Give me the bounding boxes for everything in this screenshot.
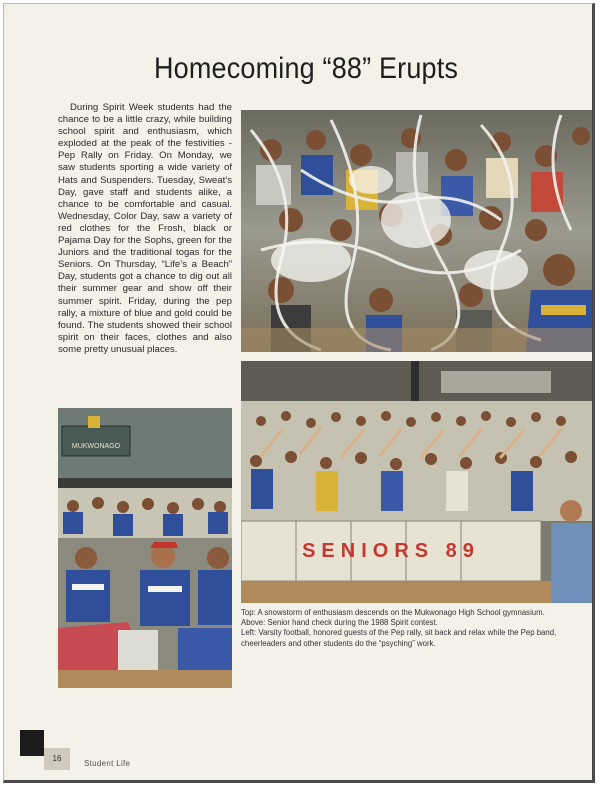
photo-senior-hand-check	[241, 361, 595, 603]
gym-sign-text: MUKWONAGO	[71, 443, 121, 450]
caption-left: Left: Varsity football, honored guests of the Pep rally, sit back and relax while the Pep band, cheerleaders and other students do the “psyching” work.	[241, 628, 557, 648]
photo-streamer-crowd	[241, 110, 595, 352]
caption-top: Top: A snowstorm of enthusiasm descends on the Mukwonago High School gymnasium.	[241, 608, 545, 617]
yearbook-page	[3, 3, 595, 783]
banner-text: SENIORS 89	[302, 540, 480, 562]
article-body: During Spirit Week students had the chance to be a little crazy, while building school spirit and enthusiasm, which exploded at the peak of the festivities - Pep Rally on Friday. On Monday, we saw students sporting a wide variety of Hats and Suspenders. Tuesday, Sweat’s Day, gave staff and students alike, a chance to be comfortable and casual. Wednesday, Color Day, saw a variety of red clothes for the Frosh, black or Pajama Day for the Sophs, green for the Juniors and the traditional togas for the Seniors. On Thursday, “Life’s a Beach” Day, students got a chance to dig out all their summer gear and show off their summer spirit. Friday, during the pep rally, a mixture of blue and gold could be found. The students showed their school spirit on their faces, clothes and also some pretty unusual places.	[58, 102, 232, 355]
caption-above: Above: Senior hand check during the 1988 Spirit contest.	[241, 618, 438, 628]
photo-captions	[241, 608, 595, 649]
page-title: Homecoming “88” Erupts	[154, 52, 459, 85]
page-number: 16	[44, 748, 70, 770]
section-label: Student Life	[84, 759, 131, 768]
page-tab-marker	[20, 730, 44, 756]
photo-football-players	[58, 408, 232, 688]
